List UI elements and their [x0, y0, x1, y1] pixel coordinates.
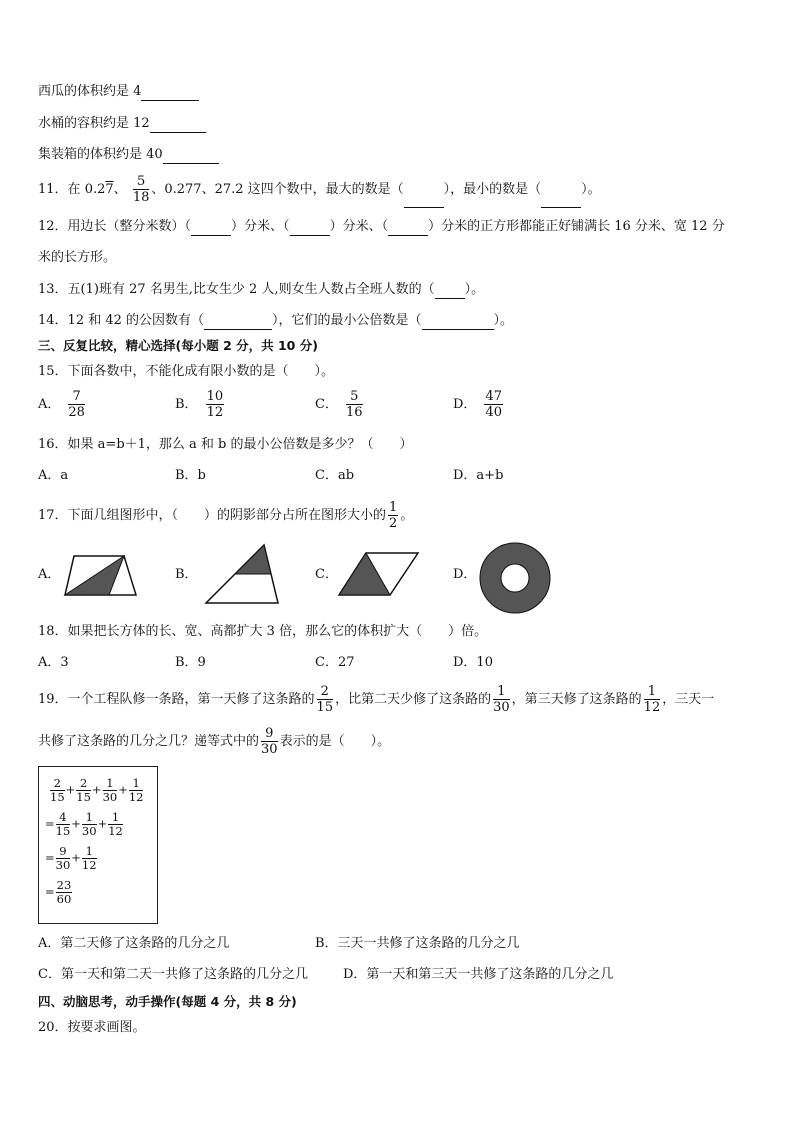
q16-option-d[interactable]: D．a+b	[453, 468, 504, 483]
plus-sign: +	[65, 782, 76, 797]
denominator: 2	[389, 516, 398, 531]
question-19	[38, 682, 714, 718]
container-line	[38, 146, 219, 164]
q11-prefix: 11．在	[38, 182, 81, 197]
calc-row-2	[45, 811, 124, 838]
option-fraction	[346, 389, 363, 420]
question-11	[38, 172, 601, 208]
option-fraction	[68, 389, 85, 420]
numerator: 1	[389, 500, 398, 515]
section-4-heading: 四、动脑思考，动手操作(每题 4 分，共 8 分)	[38, 994, 297, 1009]
q19-e: 共修了这条路的几分之几？递等式中的	[38, 734, 260, 749]
q17-option-b[interactable]: B．	[175, 567, 198, 582]
numerator: 47	[485, 389, 502, 404]
q16-option-c[interactable]: C．ab	[315, 468, 355, 483]
numerator: 1	[644, 684, 661, 700]
q13-b: ）。	[464, 282, 485, 297]
equals-sign: =	[45, 850, 55, 865]
ring-inner	[501, 564, 529, 592]
q19-a: 19．一个工程队修一条路，第一天修了这条路的	[38, 692, 315, 707]
plus-sign: +	[97, 816, 108, 831]
question-17	[38, 498, 413, 534]
parallelogram-figure	[336, 550, 422, 598]
q18-option-d[interactable]: D．10	[453, 655, 493, 670]
denominator: 12	[206, 405, 224, 420]
answer-blank[interactable]	[435, 285, 465, 299]
q19-option-c[interactable]: C．第一天和第二天一共修了这条路的几分之几	[38, 967, 308, 982]
watermelon-line	[38, 83, 199, 101]
q15-option-a[interactable]	[38, 389, 87, 420]
calc-fraction	[82, 811, 97, 838]
answer-blank[interactable]	[204, 316, 272, 330]
q18-option-c[interactable]: C．27	[315, 655, 355, 670]
numerator: 1	[82, 845, 97, 859]
denominator: 60	[56, 892, 72, 906]
q19-fraction-1	[317, 684, 334, 715]
answer-blank[interactable]	[290, 222, 330, 236]
q16-option-a[interactable]: A．a	[38, 468, 69, 483]
q13-a: 13．五(1)班有 27 名男生,比女生少 2 人,则女生人数占全班人数的（	[38, 282, 435, 297]
q19-g: 表示的是（ ）。	[279, 734, 391, 749]
numerator: 1	[129, 777, 144, 791]
answer-blank[interactable]	[404, 194, 444, 208]
question-14	[38, 312, 513, 330]
q18-option-a[interactable]: A．3	[38, 655, 69, 670]
answer-blank[interactable]	[141, 87, 199, 101]
q11-mid2: ），最小的数是（	[443, 182, 542, 197]
q17-option-d[interactable]: D．	[453, 567, 477, 582]
numerator: 4	[56, 811, 71, 825]
q12-d: ）分米的正方形都能正好铺满长 16 分米、宽 12 分	[428, 219, 725, 234]
question-12	[38, 218, 725, 236]
calculation-box	[38, 766, 158, 924]
plus-sign: +	[71, 816, 81, 831]
denominator: 40	[485, 405, 502, 420]
numerator: 9	[56, 845, 71, 859]
calc-row-4	[45, 879, 73, 906]
denominator: 12	[128, 790, 144, 804]
numerator: 7	[68, 389, 85, 405]
denominator: 28	[68, 405, 85, 420]
numerator: 2	[50, 777, 65, 791]
denominator: 30	[55, 858, 71, 872]
calc-fraction	[108, 811, 123, 838]
numerator: 1	[108, 811, 123, 825]
question-12-line2: 米的长方形。	[38, 250, 117, 265]
q11-end: ）。	[581, 182, 601, 197]
numerator: 1	[493, 684, 510, 700]
option-label: D．	[453, 397, 477, 412]
q15-option-c[interactable]	[315, 389, 365, 420]
q14-a: 14．12 和 42 的公因数有（	[38, 313, 205, 328]
q18-option-b[interactable]: B．9	[175, 655, 206, 670]
q12-c: ）分米、（	[329, 219, 389, 234]
denominator: 15	[76, 790, 91, 804]
q11-mid: 、0.277、27.2 这四个数中，最大的数是（	[151, 182, 404, 197]
ring-figure	[477, 540, 553, 616]
numerator: 10	[206, 389, 224, 404]
numerator: 1	[103, 777, 118, 791]
q19-d: ，三天一	[662, 692, 715, 707]
q17-fraction	[388, 500, 398, 531]
q12-b: ）分米、（	[231, 219, 290, 234]
question-19-line2	[38, 724, 390, 760]
denominator: 16	[345, 405, 363, 420]
option-label: B．	[175, 397, 198, 412]
answer-blank[interactable]	[191, 222, 231, 236]
calc-fraction	[76, 777, 91, 804]
q15-option-d[interactable]	[453, 389, 505, 420]
answer-blank[interactable]	[422, 316, 494, 330]
numerator: 5	[346, 389, 363, 405]
decimal-repeat: 7	[105, 182, 114, 197]
decimal-int: 0.2	[84, 182, 106, 197]
numerator: 5	[133, 174, 150, 190]
calc-fraction	[50, 777, 65, 804]
q19-option-a[interactable]: A．第二天修了这条路的几分之几	[38, 936, 230, 951]
bucket-text: 水桶的容积约是 12	[38, 116, 150, 131]
numerator: 1	[82, 811, 97, 825]
calc-fraction	[82, 845, 97, 872]
answer-blank[interactable]	[388, 222, 428, 236]
option-fraction	[484, 389, 503, 420]
denominator: 12	[108, 824, 123, 838]
repeating-decimal	[85, 182, 114, 197]
option-label: A．	[38, 397, 61, 412]
calc-fraction	[103, 777, 118, 804]
triangle-figure	[202, 542, 282, 606]
denominator: 18	[132, 190, 150, 205]
numerator: 2	[317, 684, 334, 700]
section-3-heading: 三、反复比较，精心选择(每小题 2 分，共 10 分)	[38, 338, 318, 353]
denominator: 15	[316, 700, 334, 715]
numerator: 9	[261, 726, 278, 742]
answer-blank[interactable]	[541, 194, 581, 208]
question-20: 20．按要求画图。	[38, 1020, 146, 1035]
calc-fraction	[129, 777, 144, 804]
calc-row-3	[45, 845, 98, 872]
bucket-line	[38, 115, 206, 133]
option-fraction	[206, 389, 225, 420]
numerator: 2	[76, 777, 91, 791]
q19-c: ，第三天修了这条路的	[511, 692, 642, 707]
answer-blank[interactable]	[150, 119, 206, 133]
q11-fraction	[133, 174, 150, 205]
trapezoid-figure	[62, 552, 140, 598]
calc-fraction	[56, 811, 71, 838]
equals-sign: =	[45, 884, 55, 899]
question-18: 18．如果把长方体的长、宽、高都扩大 3 倍，那么它的体积扩大（ ）倍。	[38, 624, 488, 639]
q15-option-b[interactable]	[175, 389, 226, 420]
q19-fraction-3	[644, 684, 661, 715]
q17-option-a[interactable]: A．	[38, 567, 61, 582]
q12-a: 12．用边长（整分米数）（	[38, 219, 192, 234]
q17-end: 。	[400, 508, 414, 523]
calc-fraction	[56, 879, 73, 906]
denominator: 12	[643, 700, 661, 715]
plus-sign: +	[91, 782, 102, 797]
plus-sign: +	[118, 782, 128, 797]
q17-stem: 17．下面几组图形中，（ ）的阴影部分占所在图形大小的	[38, 508, 387, 523]
denominator: 12	[81, 858, 97, 872]
option-label: C．	[315, 397, 338, 412]
calc-row-1	[49, 777, 144, 804]
calc-fraction	[56, 845, 71, 872]
q14-b: ），它们的最小公倍数是（	[272, 313, 422, 328]
q19-b: ，比第二天少修了这条路的	[335, 692, 492, 707]
question-16: 16．如果 a=b＋1，那么 a 和 b 的最小公倍数是多少？（ ）	[38, 437, 413, 452]
denominator: 30	[261, 742, 278, 757]
q19-option-b[interactable]: B．三天一共修了这条路的几分之几	[315, 936, 520, 951]
answer-blank[interactable]	[163, 150, 219, 164]
denominator: 30	[81, 824, 97, 838]
denominator: 30	[102, 790, 118, 804]
q19-option-d[interactable]: D．第一天和第三天一共修了这条路的几分之几	[343, 967, 614, 982]
plus-sign: +	[71, 850, 81, 865]
q14-c: ）。	[493, 313, 514, 328]
q11-sep: 、	[113, 182, 127, 197]
q19-fraction-2	[493, 684, 510, 715]
q17-option-c[interactable]: C．	[315, 567, 338, 582]
denominator: 30	[493, 700, 510, 715]
container-text: 集装箱的体积约是 40	[38, 147, 163, 162]
denominator: 15	[50, 790, 65, 804]
watermelon-text: 西瓜的体积约是 4	[38, 84, 142, 99]
question-15: 15．下面各数中，不能化成有限小数的是（ ）。	[38, 364, 335, 379]
q16-option-b[interactable]: B．b	[175, 468, 206, 483]
question-13	[38, 281, 484, 299]
denominator: 15	[55, 824, 71, 838]
numerator: 23	[56, 878, 72, 892]
equals-sign: =	[45, 816, 55, 831]
q19-fraction-4	[261, 726, 278, 757]
